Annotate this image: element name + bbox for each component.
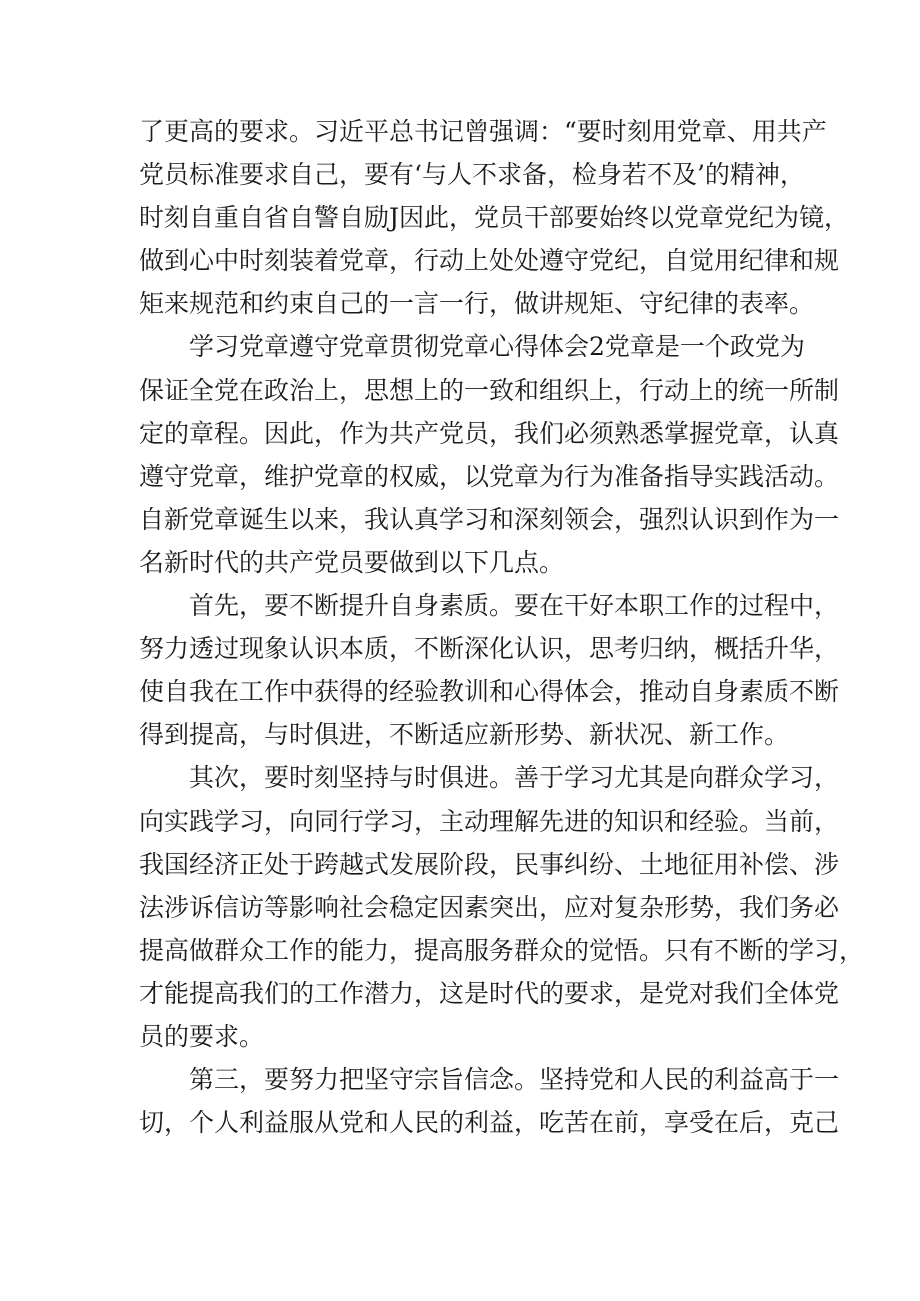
text-line: 时刻自重自省自警自励J因此，党员干部要始终以党章党纪为镜， xyxy=(139,203,850,233)
text-line: 第三，要努力把坚守宗旨信念。坚持党和人民的利益高于一 xyxy=(189,1065,840,1095)
text-line: 名新时代的共产党员要做到以下几点。 xyxy=(139,547,565,577)
text-line: 遵守党章，维护党章的权威，以党章为行为准备指导实践活动。 xyxy=(139,461,840,491)
paragraph-continuation xyxy=(139,110,850,325)
text-line: 其次，要时刻坚持与时俱进。善于学习尤其是向群众学习， xyxy=(189,763,840,793)
paragraph-section-2-intro xyxy=(139,325,840,584)
text-line: 员的要求。 xyxy=(139,1021,265,1051)
paragraph-first-point xyxy=(139,584,840,756)
text-line: 才能提高我们的工作潜力，这是时代的要求，是党对我们全体党 xyxy=(139,978,840,1008)
text-line: 做到心中时刻装着党章，行动上处处遵守党纪，自觉用纪律和规 xyxy=(139,246,840,276)
text-line: 切，个人利益服从党和人民的利益，吃苦在前，享受在后，克己 xyxy=(139,1108,840,1138)
text-line: 得到提高，与时俱进，不断适应新形势、新状况、新工作。 xyxy=(139,720,790,750)
text-line: 我国经济正处于跨越式发展阶段，民事纠纷、土地征用补偿、涉 xyxy=(139,849,840,879)
text-line: 党员标准要求自己，要有‘与人不求备，检身若不及’的精神， xyxy=(139,160,805,190)
text-line: 自新党章诞生以来，我认真学习和深刻领会，强烈认识到作为一 xyxy=(139,504,840,534)
text-line: 定的章程。因此，作为共产党员，我们必须熟悉掌握党章，认真 xyxy=(139,418,840,448)
text-line: 学习党章遵守党章贯彻党章心得体会2党章是一个政党为 xyxy=(189,332,805,362)
text-line: 首先，要不断提升自身素质。要在干好本职工作的过程中， xyxy=(189,591,840,621)
paragraph-third-point xyxy=(139,1058,840,1144)
text-line: 了更高的要求。习近平总书记曾强调：“要时刻用党章、用共产 xyxy=(139,117,827,146)
text-line: 提高做群众工作的能力，提高服务群众的觉悟。只有不断的学习， xyxy=(139,935,865,965)
text-line: 使自我在工作中获得的经验教训和心得体会，推动自身素质不断 xyxy=(139,677,840,707)
paragraph-second-point xyxy=(139,756,865,1058)
text-line: 法涉诉信访等影响社会稳定因素突出，应对复杂形势，我们务必 xyxy=(139,892,840,922)
text-line: 矩来规范和约束自己的一言一行，做讲规矩、守纪律的表率。 xyxy=(139,289,815,319)
document-body xyxy=(139,110,865,1144)
text-line: 向实践学习，向同行学习，主动理解先进的知识和经验。当前， xyxy=(139,806,840,836)
text-line: 努力透过现象认识本质，不断深化认识，思考归纳，概括升华， xyxy=(139,634,840,664)
text-line: 保证全党在政治上，思想上的一致和组织上，行动上的统一所制 xyxy=(139,375,840,405)
